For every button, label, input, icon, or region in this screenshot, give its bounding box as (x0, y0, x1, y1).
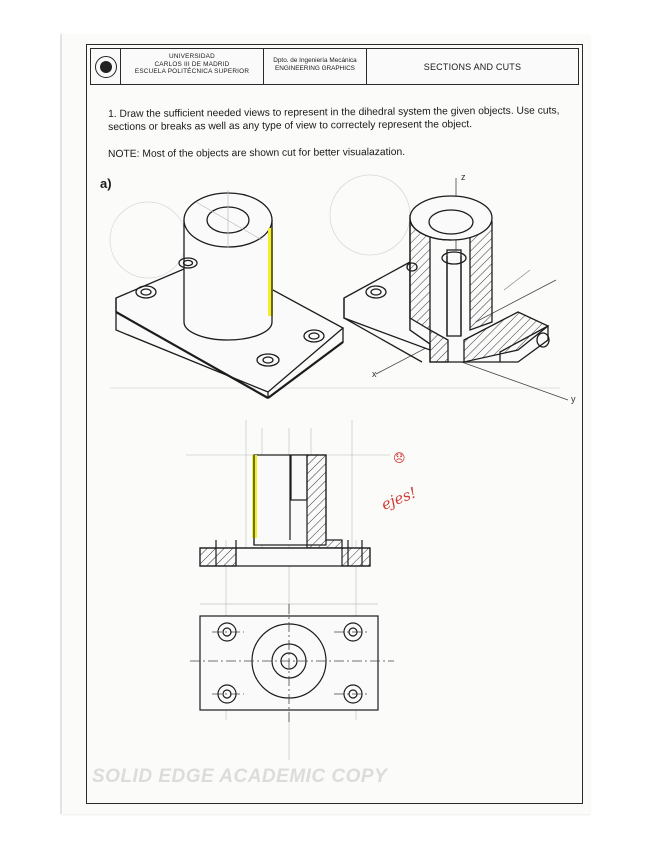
sheet-title: SECTIONS AND CUTS (423, 61, 522, 72)
axis-label-y: y (571, 394, 576, 404)
isometric-view-left (116, 190, 343, 398)
part-label: a) (100, 176, 112, 191)
exercise-instruction: 1. Draw the sufficient needed views to represent in the dihedral system the given objects. Use cuts, sections or breaks as well as any type of view to correctely represent the object. (108, 105, 560, 133)
department-line: ENGINEERING GRAPHICS (275, 65, 355, 72)
top-view (190, 604, 394, 724)
university-line: UNIVERSIDAD (169, 53, 215, 60)
exercise-note: NOTE: Most of the objects are shown cut for better visualazation. (108, 146, 406, 160)
axis-label-x: x (372, 369, 377, 379)
handwritten-annotation (379, 451, 419, 514)
department-line: Dpto. de Ingeniería Mecánica (273, 57, 357, 64)
watermark: SOLID EDGE ACADEMIC COPY (92, 766, 388, 787)
handwritten-note: ejes! (378, 483, 420, 514)
university-line: ESCUELA POLITÉCNICA SUPERIOR (134, 68, 250, 76)
sad-face-doodle: 😞 (393, 451, 406, 465)
axis-label-z: z (461, 172, 466, 182)
university-line: CARLOS III DE MADRID (154, 60, 230, 68)
isometric-section-right (344, 178, 568, 400)
